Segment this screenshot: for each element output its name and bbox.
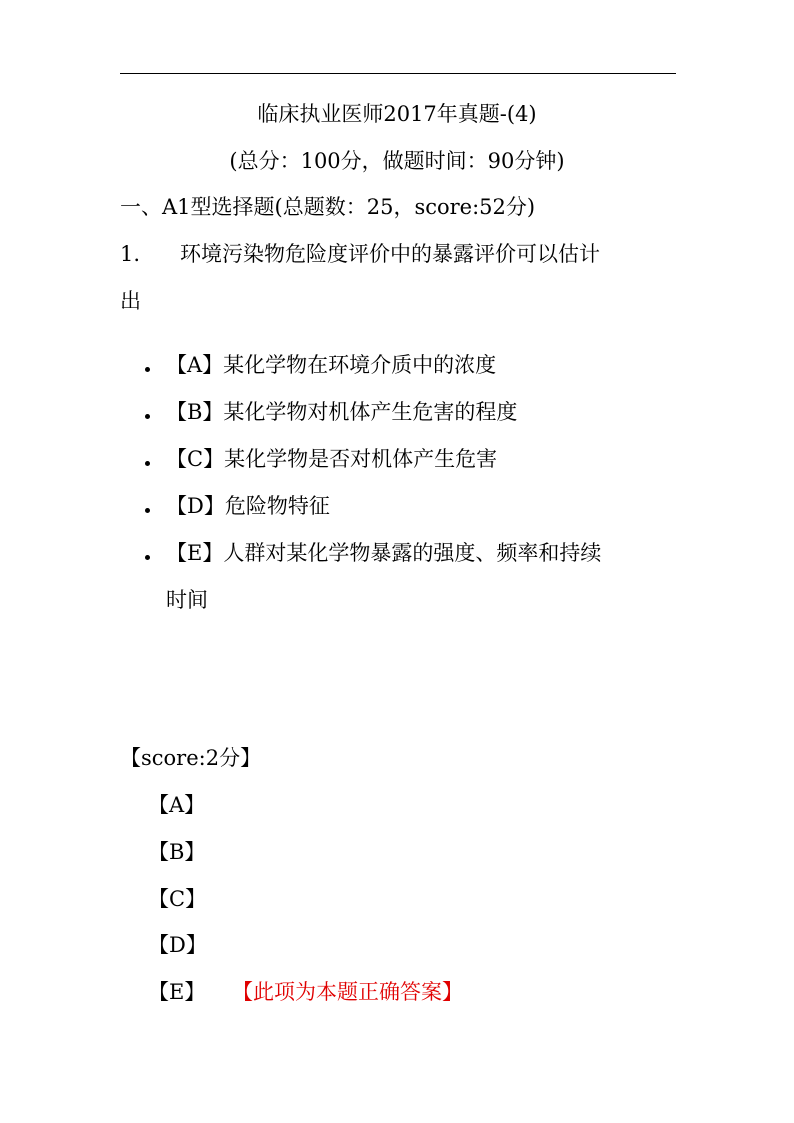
document-subtitle: (总分：100分，做题时间：90分钟) (229, 149, 565, 173)
option-d[interactable]: 【D】危险物特征 (166, 494, 330, 518)
bullet-icon (145, 508, 150, 513)
answer-option-b: 【B】 (148, 840, 206, 864)
option-a[interactable]: 【A】某化学物在环境介质中的浓度 (166, 353, 497, 377)
document-title: 临床执业医师2017年真题-(4) (257, 102, 537, 126)
option-b[interactable]: 【B】某化学物对机体产生危害的程度 (166, 400, 518, 424)
question-number: 1. (120, 242, 141, 266)
answer-option-a: 【A】 (148, 793, 206, 817)
option-c[interactable]: 【C】某化学物是否对机体产生危害 (166, 447, 498, 471)
option-e[interactable]: 【E】人群对某化学物暴露的强度、频率和持续 (166, 541, 602, 565)
answer-option-e: 【E】 (148, 980, 206, 1004)
bullet-icon (145, 461, 150, 466)
question-stem-continuation: 出 (120, 289, 141, 313)
header-rule (120, 73, 676, 74)
correct-answer-note: 【此项为本题正确答案】 (232, 980, 463, 1004)
bullet-icon (145, 367, 150, 372)
answer-option-c: 【C】 (148, 887, 207, 911)
bullet-icon (145, 555, 150, 560)
question-stem: 环境污染物危险度评价中的暴露评价可以估计 (180, 242, 600, 266)
section-heading: 一、A1型选择题(总题数：25，score:52分) (120, 195, 536, 219)
bullet-icon (145, 414, 150, 419)
answer-option-d: 【D】 (148, 933, 207, 957)
option-e-continuation: 时间 (166, 588, 208, 612)
score-label: 【score:2分】 (120, 746, 262, 770)
